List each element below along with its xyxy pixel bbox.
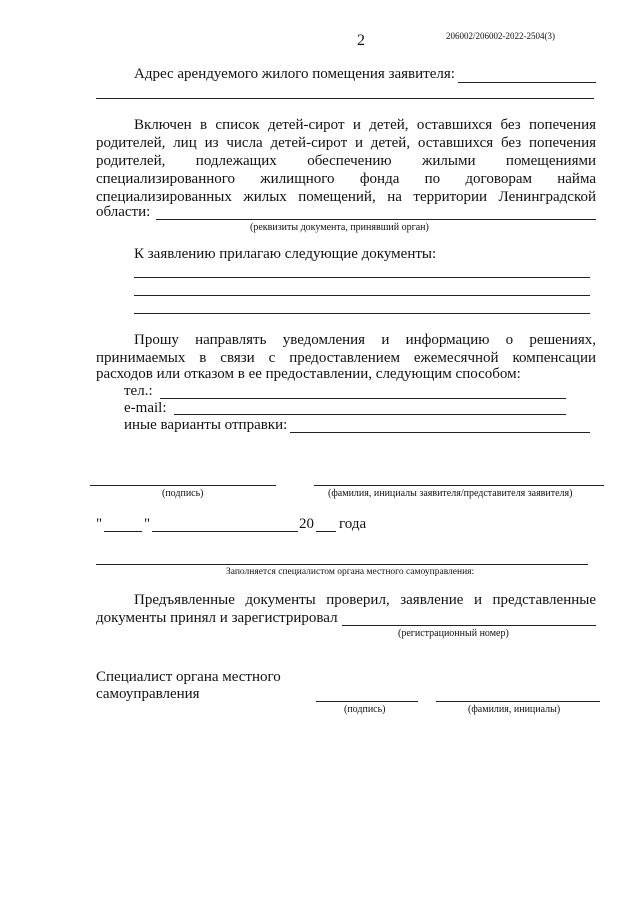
email-field[interactable]	[174, 414, 566, 415]
applicant-signature-field[interactable]	[90, 485, 276, 486]
filled-by-specialist-note: Заполняется специалистом органа местного самоуправления:	[226, 567, 475, 577]
documents-field-line-3[interactable]	[134, 313, 590, 314]
specialist-label-line-2: самоуправления	[96, 686, 200, 702]
other-delivery-label: иные варианты отправки:	[124, 417, 288, 433]
registration-number-caption: (регистрационный номер)	[398, 628, 509, 639]
documents-checked-line-1: Предъявленные документы проверил, заявление и представленные	[134, 592, 596, 608]
applicant-signature-caption: (подпись)	[162, 488, 204, 499]
notification-line-2: принимаемых в связи с предоставлением ежемесячной компенсации	[96, 350, 596, 366]
tel-field[interactable]	[160, 398, 566, 399]
specialist-initials-field[interactable]	[436, 701, 600, 702]
applicant-name-caption: (фамилия, инициалы заявителя/представителя заявителя)	[328, 488, 573, 499]
document-code: 206002/206002-2022-2504(3)	[446, 31, 555, 41]
orphan-status-field[interactable]	[156, 219, 596, 220]
documents-checked-last-line: документы принял и зарегистрировал	[96, 610, 338, 626]
registration-number-field[interactable]	[342, 625, 596, 626]
date-month-field[interactable]	[152, 531, 298, 532]
orphan-status-line-1: Включен в список детей-сирот и детей, оставшихся без попечения	[134, 117, 596, 133]
orphan-status-line-2: родителей, лиц из числа детей-сирот и детей, оставшихся без попечения	[96, 135, 596, 151]
documents-field-line-2[interactable]	[134, 295, 590, 296]
date-quote-open: "	[96, 516, 103, 532]
notification-line-1: Прошу направлять уведомления и информацию о решениях,	[134, 332, 596, 348]
documents-field-line-1[interactable]	[134, 277, 590, 278]
specialist-initials-caption: (фамилия, инициалы)	[468, 704, 561, 715]
applicant-name-field[interactable]	[314, 485, 604, 486]
notification-last-line: расходов или отказом в ее предоставлении, следующим способом:	[96, 366, 521, 382]
specialist-signature-field[interactable]	[316, 701, 418, 702]
orphan-status-caption: (реквизиты документа, принявший орган)	[250, 222, 429, 233]
orphan-status-line-5: специализированных жилых помещений, на территории Ленинградской	[96, 189, 596, 205]
address-field-line-1[interactable]	[458, 82, 596, 83]
date-quote-close: "	[144, 516, 151, 532]
orphan-status-line-3: родителей, подлежащих обеспечению жилыми помещениями	[96, 153, 596, 169]
orphan-status-line-4: специализированного жилищного фонда по договорам найма	[96, 171, 596, 187]
page-number: 2	[357, 32, 365, 49]
specialist-label-line-1: Специалист органа местного	[96, 669, 281, 685]
official-divider	[96, 564, 588, 565]
other-delivery-field[interactable]	[290, 432, 590, 433]
address-label: Адрес арендуемого жилого помещения заявителя:	[134, 66, 455, 82]
date-year-word: года	[339, 516, 367, 532]
orphan-status-last-line: области:	[96, 204, 151, 220]
email-label: e-mail:	[124, 400, 167, 416]
specialist-signature-caption: (подпись)	[344, 704, 386, 715]
tel-label: тел.:	[124, 383, 153, 399]
documents-label: К заявлению прилагаю следующие документы:	[134, 246, 437, 262]
date-century: 20	[299, 516, 314, 532]
date-day-field[interactable]	[104, 531, 142, 532]
date-year-field[interactable]	[316, 531, 336, 532]
address-field-line-2[interactable]	[96, 98, 594, 99]
